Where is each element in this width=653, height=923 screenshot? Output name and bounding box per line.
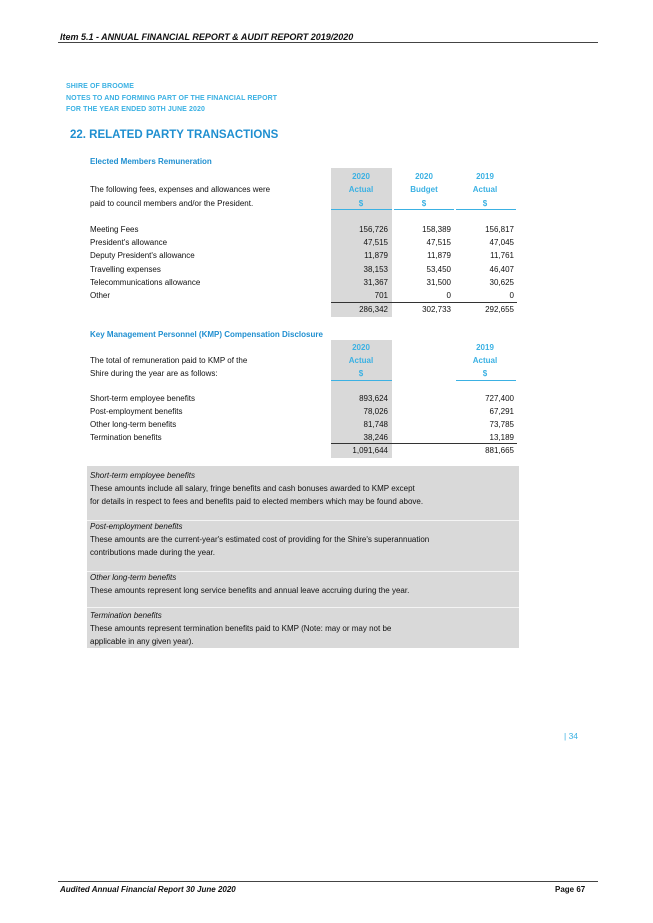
- elected-col3-year: 2019: [476, 172, 494, 181]
- kmp-col2-year: 2019: [476, 343, 494, 352]
- kmp-row-value: 727,400: [485, 394, 514, 403]
- kmp-row-value: 78,026: [363, 407, 388, 416]
- header-rule: [58, 42, 598, 43]
- page-number: | 34: [564, 731, 579, 741]
- elected-row-label: Telecommunications allowance: [90, 278, 201, 287]
- elected-total-rule: [331, 302, 517, 303]
- notes-separator: [87, 571, 519, 572]
- note-text: for details in respect to fees and benefits paid to elected members which may be found above.: [90, 497, 424, 506]
- org-name: SHIRE OF BROOME: [66, 83, 135, 90]
- elected-col2-unit: $: [421, 199, 427, 208]
- elected-intro-line1: The following fees, expenses and allowances were: [90, 185, 271, 194]
- elected-total-value: 286,342: [359, 305, 388, 314]
- footer-page-number: Page 67: [555, 885, 586, 894]
- elected-row-value: 156,726: [359, 225, 388, 234]
- notes-separator: [87, 607, 519, 608]
- elected-col1-underline: [331, 209, 392, 210]
- footer-rule: [58, 881, 598, 882]
- elected-row-value: 47,515: [426, 238, 451, 247]
- kmp-intro-line2: Shire during the year are as follows:: [90, 369, 218, 378]
- elected-row-label: Deputy President's allowance: [90, 251, 195, 260]
- elected-col2-type: Budget: [410, 185, 438, 194]
- kmp-total-rule: [331, 443, 517, 444]
- kmp-row-label: Short-term employee benefits: [90, 394, 195, 403]
- elected-row-value: 31,500: [426, 278, 451, 287]
- kmp-total-value: 1,091,644: [352, 446, 388, 455]
- kmp-col1-unit: $: [358, 369, 364, 378]
- footer-report-title: Audited Annual Financial Report 30 June 2020: [60, 885, 236, 894]
- elected-col3-unit: $: [482, 199, 488, 208]
- kmp-intro-line1: The total of remuneration paid to KMP of the: [90, 356, 248, 365]
- elected-row-label: Travelling expenses: [90, 265, 161, 274]
- note-text: These amounts include all salary, fringe benefits and cash bonuses awarded to KMP except: [90, 484, 415, 493]
- note-text: These amounts are the current-year's estimated cost of providing for the Shire's superannuation: [90, 535, 430, 544]
- kmp-row-label: Other long-term benefits: [90, 420, 177, 429]
- elected-row-value: 46,407: [489, 265, 514, 274]
- elected-intro-line2: paid to council members and/or the President.: [90, 199, 254, 208]
- elected-row-label: Meeting Fees: [90, 225, 139, 234]
- elected-row-label: President's allowance: [90, 238, 168, 247]
- notes-separator: [87, 520, 519, 521]
- note-text: applicable in any given year).: [90, 637, 194, 646]
- elected-row-value: 47,515: [363, 238, 388, 247]
- kmp-title: Key Management Personnel (KMP) Compensation Disclosure: [90, 330, 323, 339]
- elected-row-value: 31,367: [363, 278, 388, 287]
- elected-row-value: 11,879: [427, 251, 451, 260]
- elected-col1-type: Actual: [348, 185, 374, 194]
- elected-col2-underline: [394, 209, 454, 210]
- note-text: These amounts represent long service benefits and annual leave accruing during the year.: [90, 586, 410, 595]
- elected-members-title: Elected Members Remuneration: [90, 157, 212, 166]
- kmp-col2-underline: [456, 380, 516, 381]
- document-header: Item 5.1 - ANNUAL FINANCIAL REPORT & AUDIT REPORT 2019/2020: [60, 32, 354, 42]
- elected-total-value: 302,733: [422, 305, 451, 314]
- org-notes-title: NOTES TO AND FORMING PART OF THE FINANCIAL REPORT: [66, 95, 278, 102]
- kmp-row-value: 81,748: [363, 420, 388, 429]
- kmp-col2-type: Actual: [472, 356, 498, 365]
- elected-col1-year: 2020: [352, 172, 370, 181]
- elected-total-value: 292,655: [485, 305, 514, 314]
- elected-row-value: 53,450: [426, 265, 451, 274]
- kmp-col1-type: Actual: [348, 356, 374, 365]
- kmp-col2-unit: $: [482, 369, 488, 378]
- elected-col2-year: 2020: [415, 172, 433, 181]
- elected-row-value: 11,879: [364, 251, 388, 260]
- elected-row-value: 30,625: [489, 278, 514, 287]
- kmp-row-label: Termination benefits: [90, 433, 162, 442]
- kmp-row-label: Post-employment benefits: [90, 407, 183, 416]
- elected-row-value: 701: [374, 291, 388, 300]
- kmp-row-value: 73,785: [489, 420, 514, 429]
- kmp-row-value: 67,291: [489, 407, 514, 416]
- kmp-col1-underline: [331, 380, 392, 381]
- kmp-col1-year: 2020: [352, 343, 370, 352]
- elected-row-value: 11,761: [490, 251, 514, 260]
- note-heading: Post-employment benefits: [90, 522, 183, 531]
- elected-col1-unit: $: [358, 199, 364, 208]
- elected-col3-underline: [456, 209, 516, 210]
- note-heading: Termination benefits: [90, 611, 162, 620]
- elected-row-value: 156,817: [485, 225, 514, 234]
- elected-row-value: 38,153: [363, 265, 388, 274]
- note-heading: Short-term employee benefits: [90, 471, 195, 480]
- note-text: contributions made during the year.: [90, 548, 215, 557]
- section-title: 22. RELATED PARTY TRANSACTIONS: [70, 129, 279, 141]
- notes-panel: [87, 466, 519, 648]
- kmp-total-value: 881,665: [485, 446, 514, 455]
- kmp-row-value: 38,246: [363, 433, 388, 442]
- note-heading: Other long-term benefits: [90, 573, 177, 582]
- elected-col3-type: Actual: [472, 185, 498, 194]
- elected-row-label: Other: [90, 291, 111, 300]
- elected-row-value: 158,389: [422, 225, 451, 234]
- org-period: FOR THE YEAR ENDED 30TH JUNE 2020: [66, 106, 205, 113]
- elected-row-value: 0: [446, 291, 451, 300]
- elected-row-value: 47,045: [489, 238, 514, 247]
- kmp-row-value: 13,189: [489, 433, 514, 442]
- elected-row-value: 0: [509, 291, 514, 300]
- note-text: These amounts represent termination benefits paid to KMP (Note: may or may not be: [90, 624, 392, 633]
- kmp-row-value: 893,624: [359, 394, 388, 403]
